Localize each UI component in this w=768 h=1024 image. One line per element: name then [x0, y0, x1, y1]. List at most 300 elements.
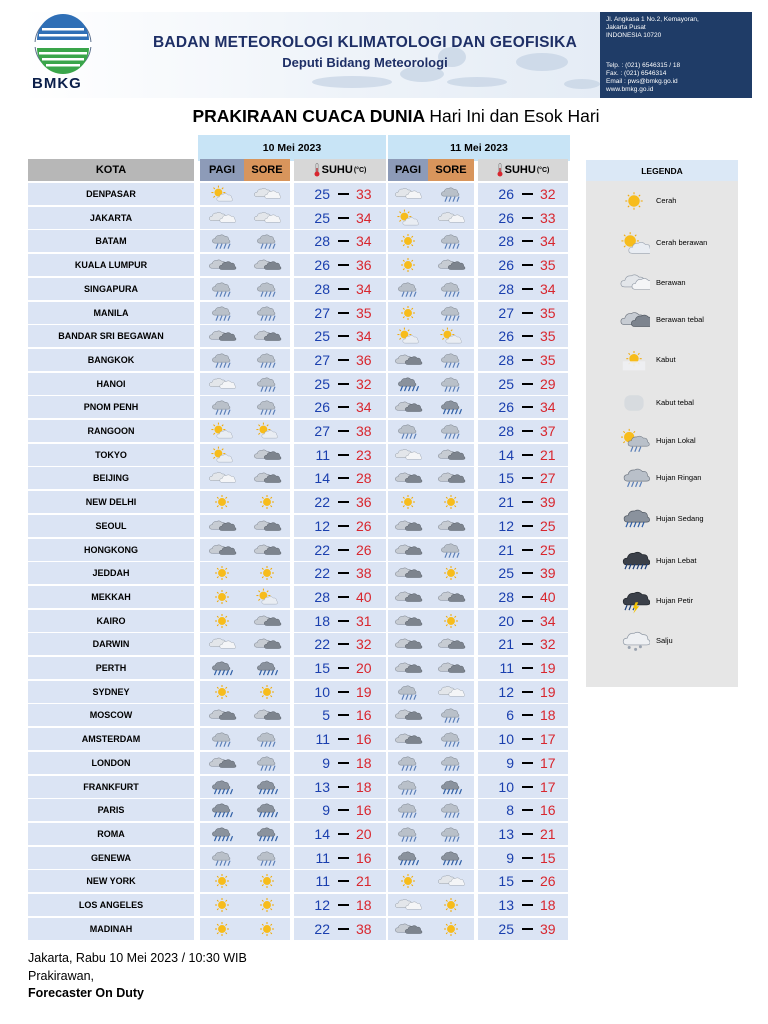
legend-item: [586, 345, 738, 375]
city-name: MANILA: [28, 302, 194, 324]
weather-icon-pagi-d2: [388, 799, 428, 821]
temperature-range-d1: [294, 467, 386, 489]
weather-icon-pagi-d2: [388, 467, 428, 489]
dark-cloud-icon: [618, 307, 650, 333]
weather-icon-sore-d2: [428, 586, 474, 608]
weather-icon-sore-d1: [244, 894, 290, 916]
temp-max: 34: [356, 233, 372, 250]
temperature-range-d1: [294, 396, 386, 418]
light-rain-icon: [436, 706, 466, 724]
temp-dash: [514, 691, 540, 693]
rain-icon: [252, 659, 282, 677]
temp-dash: [330, 643, 356, 645]
light-rain-icon: [436, 422, 466, 440]
city-name: MADINAH: [28, 918, 194, 940]
city-name: BANDAR SRI BEGAWAN: [28, 325, 194, 347]
rain-icon: [393, 849, 423, 867]
weather-icon-pagi-d1: [200, 657, 244, 679]
temperature-range-d1: [294, 515, 386, 537]
temperature-range-d2: [478, 396, 568, 418]
weather-icon-sore-d1: [244, 704, 290, 726]
sun-icon: [436, 920, 466, 938]
sun-icon: [436, 612, 466, 630]
temp-min: 26: [314, 399, 330, 416]
weather-icon-sore-d1: [244, 230, 290, 252]
weather-icon-sore-d1: [244, 207, 290, 229]
legend-label: Hujan Sedang: [656, 514, 704, 523]
thunder-icon: [618, 588, 650, 614]
sun-cloud-icon: [207, 446, 237, 464]
temperature-range-d1: [294, 918, 386, 940]
weather-icon-pagi-d2: [388, 704, 428, 726]
light-rain-icon: [252, 730, 282, 748]
dark-cloud-icon: [207, 256, 237, 274]
footer-date: Jakarta, Rabu 10 Mei 2023 / 10:30 WIB: [28, 951, 247, 965]
temp-max: 18: [356, 754, 372, 771]
weather-icon-sore-d2: [428, 254, 474, 276]
light-rain-icon: [393, 754, 423, 772]
light-rain-icon: [252, 280, 282, 298]
weather-icon-sore-d1: [244, 847, 290, 869]
weather-icon-sore-d2: [428, 467, 474, 489]
temp-dash: [514, 430, 540, 432]
temp-min: 18: [314, 612, 330, 629]
temp-max: 31: [356, 612, 372, 629]
temp-max: 34: [356, 328, 372, 345]
sun-cloud-icon: [393, 209, 423, 227]
page-header: [22, 12, 752, 98]
temp-min: 13: [498, 825, 514, 842]
legend-item: [586, 228, 738, 258]
light-rain-icon: [252, 398, 282, 416]
temp-min: 26: [498, 209, 514, 226]
temp-dash: [330, 430, 356, 432]
legend-label: Cerah berawan: [656, 238, 708, 247]
temp-max: 23: [356, 446, 372, 463]
temperature-range-d1: [294, 776, 386, 798]
temp-max: 28: [356, 470, 372, 487]
temperature-range-d2: [478, 444, 568, 466]
temperature-range-d2: [478, 491, 568, 513]
temp-max: 36: [356, 351, 372, 368]
rain-icon: [207, 825, 237, 843]
light-rain-icon: [393, 280, 423, 298]
weather-icon-pagi-d2: [388, 373, 428, 395]
weather-icon-pagi-d2: [388, 681, 428, 703]
column-header-pagi-day-1: PAGI: [200, 159, 244, 181]
temp-dash: [514, 572, 540, 574]
dark-cloud-icon: [252, 517, 282, 535]
temp-min: 9: [322, 754, 330, 771]
legend-label: Salju: [656, 636, 673, 645]
temp-max: 38: [356, 423, 372, 439]
snow-icon: [618, 628, 650, 654]
temp-min: 6: [506, 707, 514, 724]
temperature-range-d1: [294, 799, 386, 821]
fog-icon: [618, 390, 650, 416]
sun-icon: [252, 493, 282, 511]
light-rain-icon: [436, 754, 466, 772]
temperature-range-d1: [294, 278, 386, 300]
dark-cloud-icon: [207, 541, 237, 559]
dark-cloud-icon: [252, 706, 282, 724]
sun-icon: [207, 683, 237, 701]
weather-icon-pagi-d1: [200, 373, 244, 395]
temp-min: 21: [498, 494, 514, 511]
temp-min: 12: [498, 517, 514, 534]
weather-icon-sore-d1: [244, 610, 290, 632]
temp-min: 12: [314, 897, 330, 913]
temp-dash: [514, 477, 540, 479]
temperature-range-d2: [478, 752, 568, 774]
temp-dash: [514, 501, 540, 503]
title-main: PRAKIRAAN CUACA DUNIA: [192, 106, 425, 126]
temp-min: 25: [314, 209, 330, 226]
weather-icon-pagi-d1: [200, 562, 244, 584]
city-name: JAKARTA: [28, 207, 194, 229]
temperature-range-d1: [294, 728, 386, 750]
light-rain-icon: [436, 232, 466, 250]
weather-icon-sore-d1: [244, 799, 290, 821]
temp-max: 40: [356, 588, 372, 605]
legend-item: [586, 586, 738, 616]
temp-max: 35: [540, 304, 556, 321]
cloud-icon: [393, 446, 423, 464]
weather-icon-pagi-d1: [200, 539, 244, 561]
legend-item: [586, 504, 738, 534]
temp-dash: [330, 857, 356, 859]
rain-icon: [207, 778, 237, 796]
weather-icon-pagi-d1: [200, 325, 244, 347]
temperature-range-d1: [294, 823, 386, 845]
city-name: PERTH: [28, 657, 194, 679]
temperature-range-d1: [294, 444, 386, 466]
dark-cloud-icon: [436, 659, 466, 677]
temp-max: 38: [356, 920, 372, 937]
weather-icon-pagi-d2: [388, 752, 428, 774]
temp-min: 15: [498, 470, 514, 487]
temp-max: 20: [356, 660, 372, 676]
weather-icon-sore-d2: [428, 278, 474, 300]
city-name: LONDON: [28, 752, 194, 774]
weather-icon-pagi-d1: [200, 515, 244, 537]
weather-icon-pagi-d1: [200, 681, 244, 703]
temp-dash: [514, 383, 540, 385]
temp-min: 22: [314, 494, 330, 511]
weather-icon-sore-d1: [244, 586, 290, 608]
dark-cloud-icon: [393, 659, 423, 677]
dark-cloud-icon: [393, 635, 423, 653]
dark-cloud-icon: [436, 588, 466, 606]
temp-max: 19: [540, 683, 556, 700]
light-rain-icon: [436, 280, 466, 298]
temp-min: 11: [315, 849, 330, 866]
legend-label: Kabut: [656, 355, 676, 364]
temp-dash: [514, 525, 540, 527]
temp-min: 28: [498, 423, 514, 439]
temp-max: 21: [540, 446, 556, 463]
light-rain-icon: [436, 541, 466, 559]
temp-dash: [330, 572, 356, 574]
legend-label: Cerah: [656, 196, 677, 205]
logo-text: BMKG: [32, 75, 82, 92]
column-header-sore-day-2: SORE: [428, 159, 474, 181]
temp-max: 29: [540, 375, 556, 392]
temp-dash: [514, 643, 540, 645]
weather-icon-pagi-d1: [200, 444, 244, 466]
city-name: DARWIN: [28, 633, 194, 655]
light-rain-icon: [436, 375, 466, 393]
temperature-range-d2: [478, 254, 568, 276]
weather-icon-sore-d2: [428, 539, 474, 561]
temp-dash: [514, 904, 540, 906]
weather-icon-sore-d2: [428, 207, 474, 229]
dark-cloud-icon: [393, 351, 423, 369]
weather-icon-sore-d1: [244, 633, 290, 655]
temp-min: 13: [314, 778, 330, 795]
weather-icon-sore-d1: [244, 444, 290, 466]
contact-web: www.bmkg.go.id: [606, 86, 654, 93]
weather-icon-pagi-d1: [200, 396, 244, 418]
temperature-range-d1: [294, 657, 386, 679]
temp-min: 12: [498, 683, 514, 700]
weather-icon-pagi-d1: [200, 420, 244, 442]
temperature-range-d1: [294, 230, 386, 252]
weather-icon-sore-d2: [428, 444, 474, 466]
dark-cloud-icon: [436, 256, 466, 274]
temp-min: 25: [314, 186, 330, 202]
sun-icon: [436, 564, 466, 582]
temp-max: 19: [540, 660, 556, 676]
weather-icon-sore-d2: [428, 776, 474, 798]
title-rest: Hari Ini dan Esok Hari: [429, 106, 600, 126]
rain-icon: [436, 398, 466, 416]
temperature-range-d2: [478, 515, 568, 537]
sun-icon: [618, 188, 650, 214]
temp-max: 34: [540, 280, 556, 297]
temp-min: 9: [322, 802, 330, 819]
city-name: BEIJING: [28, 467, 194, 489]
temp-max: 39: [540, 494, 556, 511]
weather-icon-pagi-d2: [388, 183, 428, 205]
legend-item: [586, 626, 738, 656]
weather-icon-sore-d2: [428, 847, 474, 869]
temperature-range-d2: [478, 657, 568, 679]
sun-cloud-icon: [207, 422, 237, 440]
cloud-icon: [207, 469, 237, 487]
temp-max: 18: [356, 897, 372, 913]
sun-cloud-icon: [252, 422, 282, 440]
city-name: PARIS: [28, 799, 194, 821]
dark-cloud-icon: [393, 588, 423, 606]
page-title: [0, 106, 768, 127]
city-name: JEDDAH: [28, 562, 194, 584]
footer-role: Prakirawan,: [28, 968, 94, 983]
sun-icon: [207, 564, 237, 582]
temp-dash: [330, 217, 356, 219]
dark-cloud-icon: [393, 564, 423, 582]
contact-address-2: Jakarta Pusat: [606, 24, 646, 31]
temp-dash: [330, 477, 356, 479]
cloud-icon: [436, 209, 466, 227]
temperature-range-d2: [478, 918, 568, 940]
temp-max: 35: [540, 328, 556, 345]
weather-icon-pagi-d2: [388, 633, 428, 655]
temp-dash: [514, 406, 540, 408]
weather-icon-sore-d2: [428, 918, 474, 940]
sun-icon: [252, 896, 282, 914]
dark-cloud-icon: [436, 635, 466, 653]
temp-min: 25: [498, 375, 514, 392]
temperature-range-d1: [294, 894, 386, 916]
city-name: HANOI: [28, 373, 194, 395]
sun-cloud-icon: [207, 185, 237, 203]
weather-icon-pagi-d1: [200, 704, 244, 726]
weather-icon-pagi-d1: [200, 870, 244, 892]
weather-icon-pagi-d2: [388, 278, 428, 300]
weather-icon-sore-d2: [428, 302, 474, 324]
temp-max: 38: [356, 565, 372, 582]
cloud-icon: [393, 896, 423, 914]
temp-max: 26: [356, 517, 372, 534]
legend-item: [586, 268, 738, 298]
rain-icon: [436, 778, 466, 796]
light-rain-icon: [436, 801, 466, 819]
cloud-icon: [252, 185, 282, 203]
temperature-range-d1: [294, 420, 386, 442]
weather-icon-pagi-d1: [200, 467, 244, 489]
temperature-range-d1: [294, 847, 386, 869]
city-name: TOKYO: [28, 444, 194, 466]
city-name: NEW DELHI: [28, 491, 194, 513]
weather-icon-sore-d2: [428, 325, 474, 347]
temp-max: 20: [356, 825, 372, 842]
temp-dash: [330, 596, 356, 598]
temp-max: 16: [540, 802, 556, 819]
temp-min: 22: [314, 541, 330, 558]
light-rain-icon: [252, 351, 282, 369]
temp-min: 25: [498, 565, 514, 582]
light-rain-icon: [207, 398, 237, 416]
weather-icon-sore-d2: [428, 799, 474, 821]
weather-icon-sore-d2: [428, 633, 474, 655]
temp-max: 16: [356, 802, 372, 819]
temp-dash: [514, 217, 540, 219]
sun-icon: [207, 493, 237, 511]
sun-icon: [436, 896, 466, 914]
temp-min: 10: [314, 683, 330, 700]
temp-dash: [330, 928, 356, 930]
legend-title: LEGENDA: [586, 160, 738, 181]
temp-min: 8: [506, 802, 514, 819]
dark-cloud-icon: [393, 541, 423, 559]
weather-icon-pagi-d2: [388, 420, 428, 442]
temperature-range-d1: [294, 704, 386, 726]
temp-max: 34: [356, 399, 372, 416]
weather-icon-sore-d2: [428, 823, 474, 845]
light-rain-icon: [207, 351, 237, 369]
city-name: RANGOON: [28, 420, 194, 442]
temp-min: 28: [498, 280, 514, 297]
dark-cloud-icon: [393, 398, 423, 416]
light-rain-icon: [436, 351, 466, 369]
city-name: GENEWA: [28, 847, 194, 869]
rain-icon: [618, 506, 650, 532]
temp-min: 15: [314, 660, 330, 676]
city-name: LOS ANGELES: [28, 894, 194, 916]
temp-max: 21: [356, 873, 372, 890]
column-header-sore-day-1: SORE: [244, 159, 290, 181]
dark-cloud-icon: [436, 517, 466, 535]
organization-name: BADAN METEOROLOGI KLIMATOLOGI DAN GEOFISIKA: [153, 34, 577, 51]
weather-icon-sore-d1: [244, 823, 290, 845]
temp-dash: [330, 786, 356, 788]
temp-dash: [514, 240, 540, 242]
sun-cloud-icon: [252, 588, 282, 606]
dark-cloud-icon: [207, 754, 237, 772]
temp-min: 11: [315, 731, 330, 748]
temp-dash: [330, 335, 356, 337]
weather-icon-sore-d2: [428, 491, 474, 513]
weather-icon-sore-d2: [428, 728, 474, 750]
weather-icon-pagi-d2: [388, 610, 428, 632]
temp-max: 16: [356, 849, 372, 866]
temp-dash: [330, 667, 356, 669]
temp-dash: [514, 264, 540, 266]
temperature-range-d1: [294, 349, 386, 371]
light-rain-icon: [207, 849, 237, 867]
temp-dash: [514, 667, 540, 669]
date-day-2: 11 Mei 2023: [388, 135, 570, 161]
temp-min: 20: [498, 612, 514, 629]
dark-cloud-icon: [393, 612, 423, 630]
temp-max: 35: [540, 257, 556, 274]
sun-icon: [393, 256, 423, 274]
organization-subtitle: Deputi Bidang Meteorologi: [282, 55, 448, 70]
weather-icon-pagi-d2: [388, 586, 428, 608]
temp-min: 22: [314, 636, 330, 653]
temp-min: 12: [314, 517, 330, 534]
sun-icon: [436, 493, 466, 511]
temp-min: 9: [506, 754, 514, 771]
suhu-unit: (°C): [536, 166, 550, 174]
city-name: BANGKOK: [28, 349, 194, 371]
legend-item: [586, 463, 738, 493]
cloud-icon: [436, 872, 466, 890]
rain-icon: [207, 659, 237, 677]
city-name: HONGKONG: [28, 539, 194, 561]
temp-max: 17: [540, 731, 556, 748]
weather-icon-pagi-d1: [200, 278, 244, 300]
suhu-unit: (°C): [353, 166, 367, 174]
legend-label: Hujan Ringan: [656, 473, 702, 482]
temp-max: 26: [540, 873, 556, 890]
temp-max: 17: [540, 754, 556, 771]
city-name: NEW YORK: [28, 870, 194, 892]
temp-min: 14: [314, 825, 330, 842]
temp-min: 28: [314, 588, 330, 605]
heavy-rain-icon: [618, 548, 650, 574]
light-rain-icon: [393, 801, 423, 819]
weather-icon-pagi-d2: [388, 776, 428, 798]
temp-max: 25: [540, 517, 556, 534]
temp-min: 28: [314, 233, 330, 250]
temp-max: 16: [356, 707, 372, 724]
temp-dash: [514, 312, 540, 314]
light-rain-icon: [393, 683, 423, 701]
weather-icon-pagi-d1: [200, 799, 244, 821]
light-rain-icon: [207, 304, 237, 322]
